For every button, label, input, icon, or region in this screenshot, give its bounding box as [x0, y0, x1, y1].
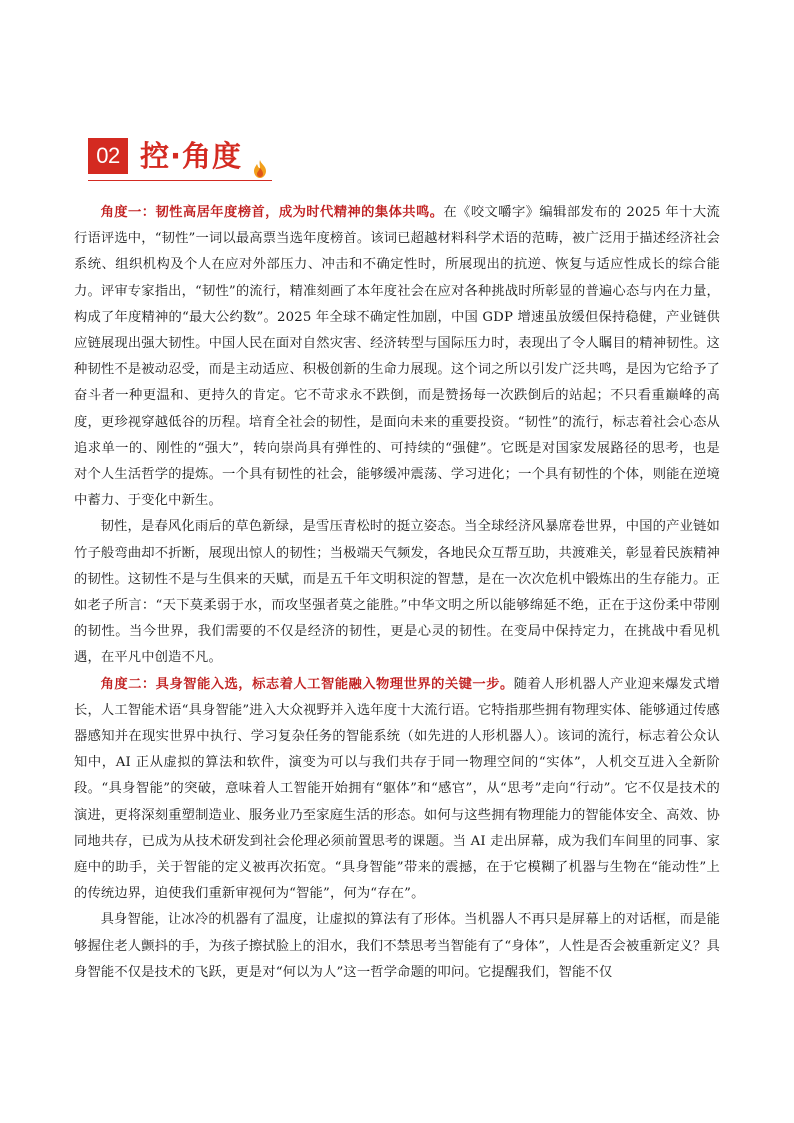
paragraph-lead: 角度一：韧性高居年度榜首，成为时代精神的集体共鸣。 — [100, 205, 444, 220]
flame-icon — [252, 160, 268, 178]
paragraph-lead: 角度二：具身智能入选，标志着人工智能融入物理世界的关键一步。 — [100, 676, 514, 692]
paragraph — [74, 672, 720, 908]
section-heading — [88, 138, 278, 182]
section-number-badge: 02 — [88, 138, 128, 174]
paragraph-text: 具身智能，让冰冷的机器有了温度，让虚拟的算法有了形体。当机器人不再只是屏幕上的对话框，而是能够握住老人颤抖的手，为孩子擦拭脸上的泪水，我们不禁思考当智能有了“身体”，人性是否会被重新定义？具身智能不仅是技术的飞跃，更是对“何以为人”这一哲学命题的叩问。它提醒我们，智能不仅 — [74, 912, 720, 980]
heading-underline — [88, 180, 272, 181]
paragraph — [74, 907, 720, 986]
article-body — [74, 200, 720, 986]
section-title: 控·角度 — [140, 139, 243, 173]
paragraph-text: 在《咬文嚼字》编辑部发布的 2025 年十大流行语评选中，“韧性”一词以最高票当选年度榜首。该词已超越材料科学术语的范畴，被广泛用于描述经济社会系统、组织机构及个人在应对外部压力、冲击和不确定性时，所展现出的抗逆、恢复与适应性成长的综合能力。评审专家指出，“韧性”的流行，精准刻画了本年度社会在应对各种挑战时所彰显的普遍心态与内在力量，构成了年度精神的“最大公约数”。2025 年全球不确定性加剧，中国 GDP 增速虽放缓但保持稳健，产业链供应链展现出强大韧性。中国人民在面对自然灾害、经济转型与国际压力时，表现出了令人瞩目的精神韧性。这种韧性不是被动忍受，而是主动适应、积极创新的生命力展现。这个词之所以引发广泛共鸣，是因为它给予了奋斗者一种更温和、更持久的肯定。它不苛求永不跌倒，而是赞扬每一次跌倒后的站起；不只看重巅峰的高度，更珍视穿越低谷的历程。培育全社会的韧性，是面向未来的重要投资。“韧性”的流行，标志着社会心态从追求单一的、刚性的“强大”，转向崇尚具有弹性的、可持续的“强健”。它既是对国家发展路径的思考，也是对个人生活哲学的提炼。一个具有韧性的社会，能够缓冲震荡、学习进化；一个具有韧性的个体，则能在逆境中蓄力、于变化中新生。 — [74, 205, 720, 509]
paragraph-text: 韧性，是春风化雨后的草色新绿，是雪压青松时的挺立姿态。当全球经济风暴席卷世界，中国的产业链如竹子般弯曲却不折断，展现出惊人的韧性；当极端天气频发，各地民众互帮互助，共渡难关，彰显着民族精神的韧性。这韧性不是与生俱来的天赋，而是五千年文明积淀的智慧，是在一次次危机中锻炼出的生存能力。正如老子所言：“天下莫柔弱于水，而攻坚强者莫之能胜。”中华文明之所以能够绵延不绝，正在于这份柔中带刚的韧性。当今世界，我们需要的不仅是经济的韧性，更是心灵的韧性。在变局中保持定力，在挑战中看见机遇，在平凡中创造不凡。 — [74, 519, 720, 666]
paragraph — [74, 514, 720, 671]
paragraph — [74, 200, 720, 514]
paragraph-text: 随着人形机器人产业迎来爆发式增长，人工智能术语“具身智能”进入大众视野并入选年度十大流行语。它特指那些拥有物理实体、能够通过传感器感知并在现实世界中执行、学习复杂任务的智能系统（如先进的人形机器人）。该词的流行，标志着公众认知中，AI 正从虚拟的算法和软件，演变为可以与我们共存于同一物理空间的“实体”，人机交互进入全新阶段。“具身智能”的突破，意味着人工智能开始拥有“躯体”和“感官”，从“思考”走向“行动”。它不仅是技术的演进，更将深刻重塑制造业、服务业乃至家庭生活的形态。如何与这些拥有物理能力的智能体安全、高效、协同地共存，已成为从技术研发到社会伦理必须前置思考的课题。当 AI 走出屏幕，成为我们车间里的同事、家庭中的助手，关于智能的定义被再次拓宽。“具身智能”带来的震撼，在于它模糊了机器与生物在“能动性”上的传统边界，迫使我们重新审视何为“智能”，何为“存在”。 — [74, 676, 721, 902]
